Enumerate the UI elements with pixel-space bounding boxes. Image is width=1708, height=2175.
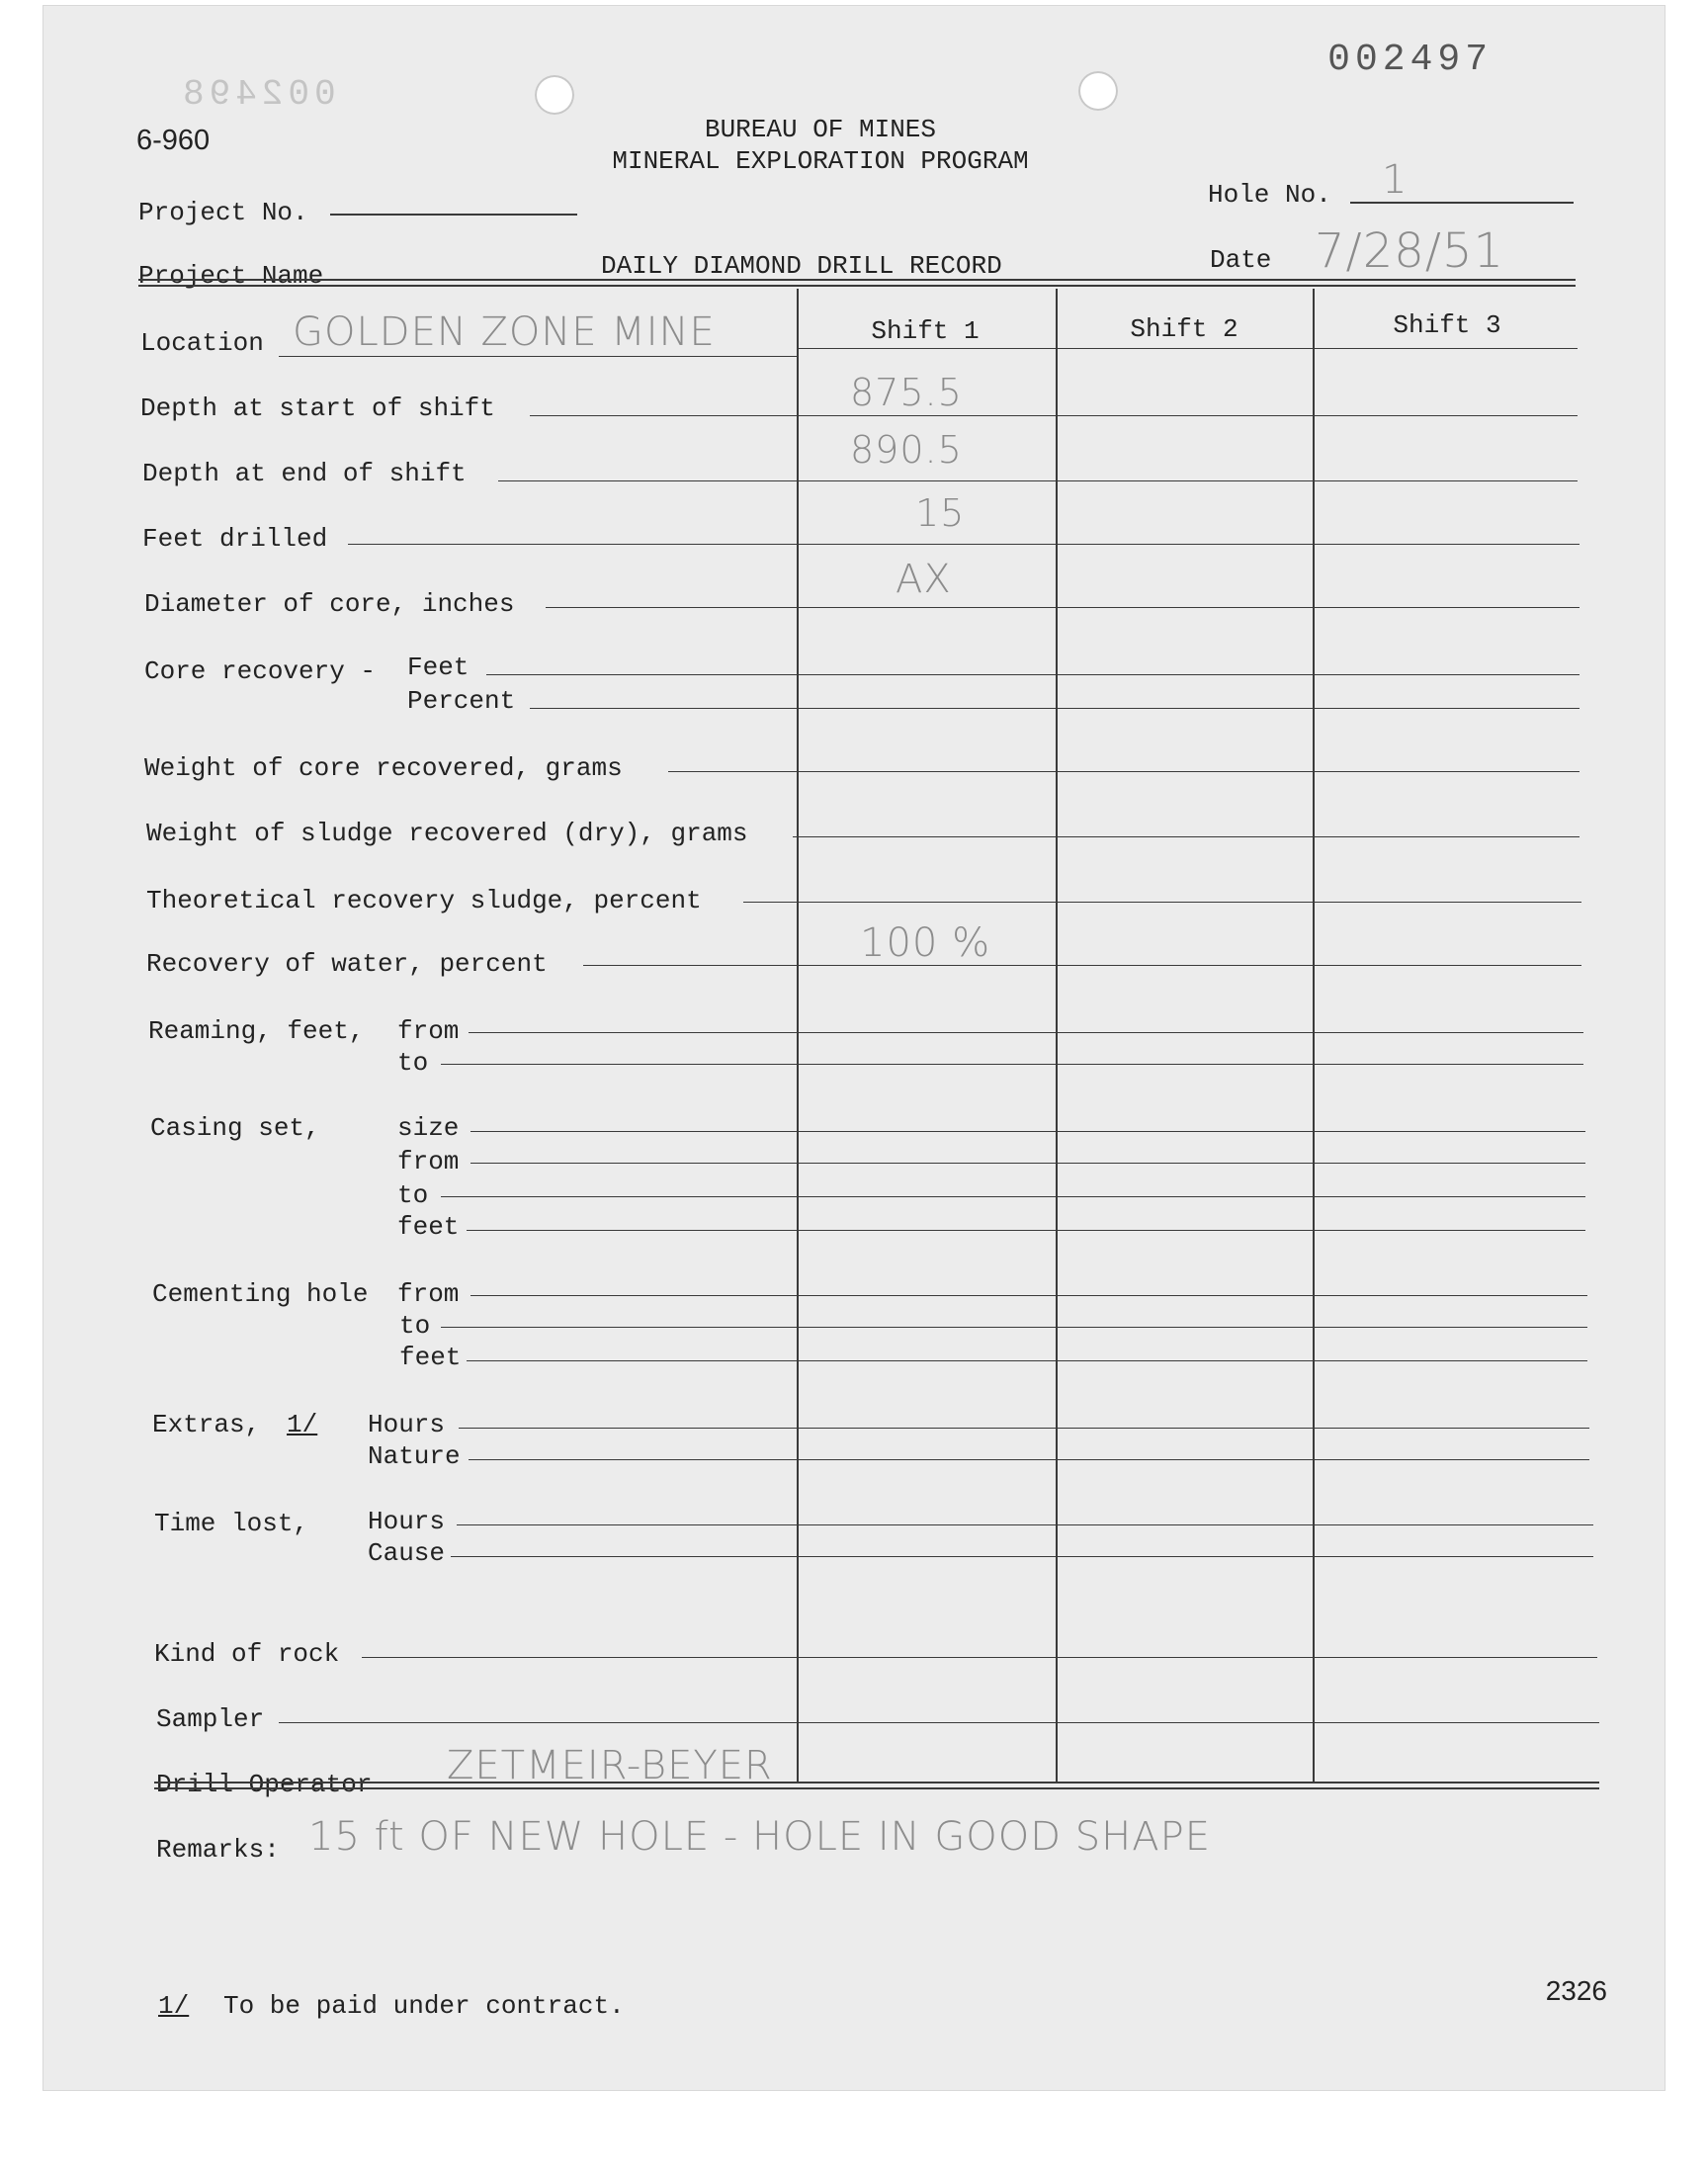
depth-end-line[interactable]: [498, 480, 1578, 481]
time-lost-cause-label: Cause: [368, 1538, 446, 1568]
serial-number: 002497: [1327, 39, 1493, 81]
column-separator-2: [1056, 289, 1058, 1784]
punch-hole-left: [535, 75, 574, 115]
water-line[interactable]: [583, 965, 1581, 966]
casing-label: Casing set,: [150, 1113, 320, 1143]
diameter-shift-1[interactable]: AX: [896, 557, 952, 602]
cementing-label: Cementing hole: [152, 1279, 369, 1309]
location-line[interactable]: [279, 356, 797, 357]
core-recovery-percent-line[interactable]: [530, 708, 1580, 709]
core-recovery-label: Core recovery -: [144, 656, 377, 686]
time-lost-label: Time lost,: [154, 1509, 309, 1538]
diameter-label: Diameter of core, inches: [144, 589, 515, 619]
reaming-to-label: to: [397, 1048, 429, 1078]
depth-end-shift-1[interactable]: 890.5: [850, 428, 963, 472]
hole-no-value[interactable]: 1: [1382, 157, 1409, 203]
location-value[interactable]: GOLDEN ZONE MINE: [293, 309, 716, 355]
punch-hole-right: [1078, 71, 1118, 111]
kind-of-rock-line[interactable]: [362, 1657, 1597, 1658]
reaming-label: Reaming, feet,: [148, 1016, 365, 1046]
weight-sludge-line[interactable]: [793, 836, 1580, 837]
date-label: Date: [1210, 245, 1272, 275]
core-recovery-feet-line[interactable]: [486, 674, 1580, 675]
depth-end-label: Depth at end of shift: [142, 459, 467, 488]
form-number: 6-960: [136, 125, 211, 156]
header-rule-bottom: [138, 285, 1576, 287]
theoretical-line[interactable]: [743, 902, 1581, 903]
time-lost-cause-line[interactable]: [451, 1556, 1593, 1557]
time-lost-hours-label: Hours: [368, 1507, 446, 1536]
project-no-line[interactable]: [330, 214, 577, 216]
footnote-marker: 1/: [158, 1991, 190, 2021]
reaming-to-line[interactable]: [441, 1064, 1583, 1065]
cementing-from-line[interactable]: [470, 1295, 1587, 1296]
agency-title: BUREAU OF MINES: [704, 115, 937, 144]
cementing-from-label: from: [397, 1279, 460, 1309]
casing-feet-label: feet: [397, 1212, 460, 1242]
weight-core-line[interactable]: [668, 771, 1580, 772]
kind-of-rock-label: Kind of rock: [154, 1639, 340, 1669]
casing-to-line[interactable]: [441, 1196, 1585, 1197]
casing-feet-line[interactable]: [467, 1230, 1585, 1231]
bleed-through-number: 002498: [178, 74, 336, 115]
drill-operator-value[interactable]: ZETMEIR-BEYER: [447, 1743, 773, 1788]
program-title: MINERAL EXPLORATION PROGRAM: [612, 146, 1029, 176]
casing-from-label: from: [397, 1147, 460, 1176]
extras-label: Extras,: [152, 1410, 261, 1439]
feet-drilled-line[interactable]: [348, 544, 1580, 545]
project-name-label: Project Name: [138, 261, 324, 291]
extras-nature-line[interactable]: [469, 1459, 1589, 1460]
column-separator-3: [1313, 289, 1315, 1784]
reaming-from-line[interactable]: [469, 1032, 1583, 1033]
cementing-feet-line[interactable]: [467, 1360, 1587, 1361]
sampler-line[interactable]: [279, 1722, 1599, 1723]
diameter-line[interactable]: [546, 607, 1580, 608]
table-bottom-rule-bottom: [154, 1787, 1599, 1789]
hole-no-label: Hole No.: [1208, 180, 1331, 210]
reaming-from-label: from: [397, 1016, 460, 1046]
feet-drilled-label: Feet drilled: [142, 524, 328, 554]
column-header-shift-3: Shift 3: [1393, 310, 1501, 340]
core-recovery-feet-label: Feet: [407, 652, 470, 682]
time-lost-hours-line[interactable]: [457, 1524, 1593, 1525]
remarks-value[interactable]: 15 ft OF NEW HOLE - HOLE IN GOOD SHAPE: [308, 1814, 1212, 1860]
extras-footnote-ref: 1/: [287, 1410, 318, 1439]
depth-start-line[interactable]: [530, 415, 1578, 416]
casing-size-label: size: [397, 1113, 460, 1143]
water-label: Recovery of water, percent: [146, 949, 548, 979]
casing-to-label: to: [397, 1180, 429, 1210]
record-title: DAILY DIAMOND DRILL RECORD: [601, 251, 1002, 281]
water-shift-1[interactable]: 100 %: [860, 920, 991, 966]
sampler-label: Sampler: [156, 1704, 265, 1734]
page-number: 2326: [1545, 1975, 1607, 2006]
weight-sludge-label: Weight of sludge recovered (dry), grams: [146, 819, 748, 848]
column-header-rule: [797, 348, 1578, 349]
date-value[interactable]: 7/28/51: [1315, 223, 1505, 279]
column-header-shift-1: Shift 1: [871, 316, 980, 346]
remarks-label: Remarks:: [156, 1835, 280, 1865]
casing-from-line[interactable]: [470, 1163, 1585, 1164]
location-label: Location: [140, 328, 264, 358]
footnote-text: To be paid under contract.: [223, 1991, 625, 2021]
project-no-label: Project No.: [138, 198, 308, 227]
depth-start-label: Depth at start of shift: [140, 393, 495, 423]
extras-hours-line[interactable]: [459, 1428, 1589, 1429]
extras-nature-label: Nature: [368, 1441, 461, 1471]
depth-start-shift-1[interactable]: 875.5: [850, 371, 963, 414]
core-recovery-percent-label: Percent: [407, 686, 516, 716]
column-separator-1: [797, 289, 799, 1784]
drill-operator-label: Drill Operator: [156, 1770, 373, 1799]
cementing-to-label: to: [399, 1311, 431, 1341]
extras-hours-label: Hours: [368, 1410, 446, 1439]
feet-drilled-shift-1[interactable]: 15: [915, 491, 966, 535]
column-header-shift-2: Shift 2: [1130, 314, 1238, 344]
header-rule-top: [138, 279, 1576, 281]
casing-size-line[interactable]: [470, 1131, 1585, 1132]
table-bottom-rule-top: [154, 1782, 1599, 1784]
cementing-to-line[interactable]: [441, 1327, 1587, 1328]
theoretical-label: Theoretical recovery sludge, percent: [146, 886, 702, 915]
weight-core-label: Weight of core recovered, grams: [144, 753, 623, 783]
cementing-feet-label: feet: [399, 1343, 462, 1372]
